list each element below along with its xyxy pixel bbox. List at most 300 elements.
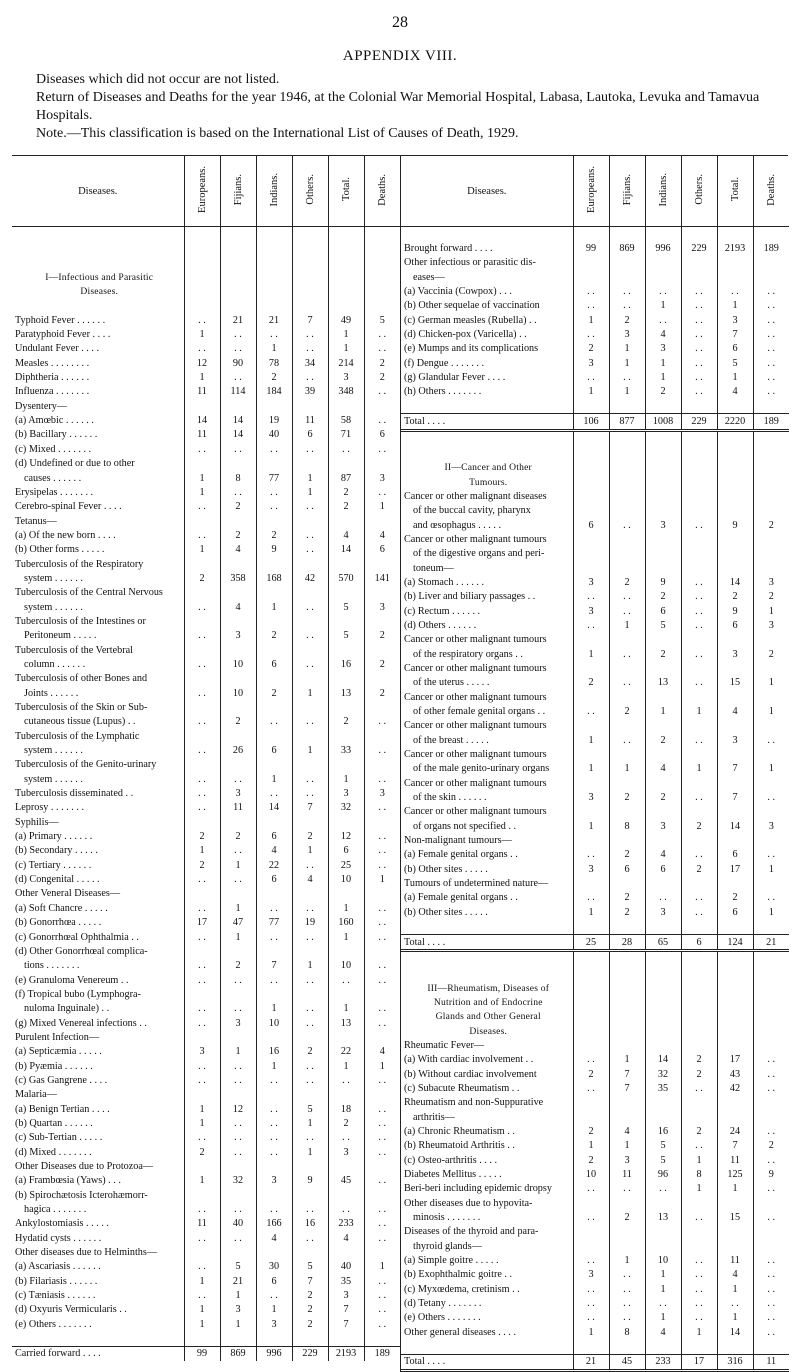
- disease-label: causes . . . . . .: [24, 472, 82, 484]
- others-cell: [681, 1196, 717, 1210]
- europeans-cell: [184, 887, 220, 901]
- deaths-cell: 11: [753, 1354, 789, 1370]
- page-number: 28: [392, 14, 408, 31]
- fijians-cell: [609, 967, 645, 981]
- disease-label: [12, 241, 184, 255]
- table-row: [12, 457, 400, 471]
- header-indians-label: Indians.: [268, 172, 280, 207]
- table-row: [401, 504, 789, 518]
- table-row: [12, 743, 400, 757]
- total-cell: [717, 1038, 753, 1052]
- disease-label: (a) Amœbic . . . . . .: [15, 415, 94, 427]
- fijians-cell: [609, 951, 645, 967]
- disease-label: Cancer or other malignant tumours: [404, 691, 547, 703]
- table-row: [401, 848, 789, 862]
- table-row: [401, 862, 789, 876]
- total-cell: [717, 430, 753, 446]
- europeans-cell: [184, 944, 220, 958]
- others-cell: 229: [681, 241, 717, 255]
- fijians-cell: [609, 833, 645, 847]
- fijians-cell: [220, 227, 256, 242]
- europeans-cell: [184, 557, 220, 571]
- others-cell: 229: [681, 414, 717, 430]
- europeans-cell: [573, 920, 609, 935]
- others-cell: . .: [681, 518, 717, 532]
- table-row: [12, 1174, 400, 1188]
- table-row: [401, 704, 789, 718]
- fijians-cell: [609, 475, 645, 489]
- deaths-cell: [753, 805, 789, 819]
- table-row: [12, 1045, 400, 1059]
- disease-label: (f) Dengue . . . . . . .: [404, 357, 485, 369]
- appendix-title: APPENDIX VIII.: [342, 48, 458, 64]
- fijians-cell: . .: [220, 1073, 256, 1087]
- total-cell: [328, 672, 364, 686]
- europeans-cell: . .: [573, 1053, 609, 1067]
- deaths-cell: . .: [753, 1053, 789, 1067]
- europeans-cell: [573, 430, 609, 446]
- indians-cell: 21: [256, 313, 292, 327]
- deaths-cell: [753, 270, 789, 284]
- indians-cell: 2: [645, 385, 681, 399]
- table-row: [12, 1059, 400, 1073]
- indians-cell: [256, 514, 292, 528]
- disease-label: Other diseases due to hypovita-: [404, 1197, 533, 1209]
- table-row: [12, 1288, 400, 1302]
- table-row: [12, 686, 400, 700]
- table-row: [401, 1196, 789, 1210]
- disease-label: and œsophagus . . . . .: [413, 519, 502, 531]
- others-cell: [681, 1110, 717, 1124]
- indians-cell: [645, 1110, 681, 1124]
- others-cell: 1: [292, 844, 328, 858]
- deaths-cell: [753, 995, 789, 1009]
- table-row: [12, 428, 400, 442]
- total-cell: [717, 1339, 753, 1354]
- table-row: [12, 916, 400, 930]
- indians-cell: [645, 227, 681, 242]
- europeans-cell: 6: [573, 518, 609, 532]
- indians-cell: 4: [645, 1325, 681, 1339]
- others-cell: . .: [292, 1073, 328, 1087]
- others-cell: 2: [292, 1045, 328, 1059]
- fijians-cell: [609, 446, 645, 460]
- table-row: [401, 719, 789, 733]
- disease-label: Diphtheria . . . . . .: [15, 372, 90, 384]
- total-cell: [328, 284, 364, 298]
- deaths-cell: . .: [753, 356, 789, 370]
- fijians-cell: 6: [609, 862, 645, 876]
- deaths-cell: 1: [753, 604, 789, 618]
- fijians-cell: [609, 547, 645, 561]
- others-cell: . .: [292, 973, 328, 987]
- deaths-cell: [364, 887, 400, 901]
- disease-label: (a) Stomach . . . . . .: [404, 576, 485, 588]
- deaths-cell: 2: [753, 518, 789, 532]
- indians-cell: 1: [256, 600, 292, 614]
- total-cell: [328, 514, 364, 528]
- indians-cell: [256, 987, 292, 1001]
- indians-cell: 3: [256, 1174, 292, 1188]
- others-cell: [292, 672, 328, 686]
- fijians-cell: 1: [220, 1288, 256, 1302]
- others-cell: [681, 1038, 717, 1052]
- total-cell: 1: [328, 901, 364, 915]
- others-cell: . .: [292, 901, 328, 915]
- disease-tables: [12, 155, 788, 1372]
- deaths-cell: . .: [753, 848, 789, 862]
- disease-label: of the male genito-urinary organs: [413, 763, 550, 775]
- deaths-cell: . .: [364, 1073, 400, 1087]
- table-row: [401, 385, 789, 399]
- others-cell: 1: [292, 1116, 328, 1130]
- indians-cell: 1: [256, 342, 292, 356]
- total-cell: [717, 951, 753, 967]
- others-cell: 17: [681, 1354, 717, 1370]
- disease-label: (e) Mumps and its complications: [404, 343, 539, 355]
- indians-cell: [256, 1188, 292, 1202]
- deaths-cell: . .: [364, 973, 400, 987]
- indians-cell: [256, 284, 292, 298]
- total-cell: 15: [717, 1210, 753, 1224]
- table-row: [12, 1274, 400, 1288]
- disease-label: (b) Other sites . . . . .: [404, 863, 488, 875]
- table-row: [401, 1010, 789, 1024]
- table-row: [12, 1116, 400, 1130]
- indians-cell: [256, 887, 292, 901]
- deaths-cell: . .: [364, 485, 400, 499]
- europeans-cell: [573, 399, 609, 414]
- table-row: [12, 528, 400, 542]
- disease-label: (d) Other Gonorrhœal complica-: [15, 945, 148, 957]
- fijians-cell: . .: [220, 485, 256, 499]
- europeans-cell: 2: [184, 571, 220, 585]
- total-cell: 35: [328, 1274, 364, 1288]
- indians-cell: [256, 1088, 292, 1102]
- fijians-cell: 7: [609, 1081, 645, 1095]
- deaths-cell: [364, 1088, 400, 1102]
- others-cell: 1: [681, 1153, 717, 1167]
- disease-label: (d) Congenital . . . . .: [15, 874, 100, 886]
- europeans-cell: [573, 561, 609, 575]
- deaths-cell: [753, 1038, 789, 1052]
- indians-cell: [645, 1096, 681, 1110]
- deaths-cell: [753, 430, 789, 446]
- indians-cell: [645, 547, 681, 561]
- table-row: [401, 1038, 789, 1052]
- fijians-cell: [609, 430, 645, 446]
- deaths-cell: . .: [753, 1296, 789, 1310]
- fijians-cell: . .: [609, 1182, 645, 1196]
- disease-label: (e) Others . . . . . . .: [15, 1318, 92, 1330]
- others-cell: [681, 475, 717, 489]
- table-row: [401, 618, 789, 632]
- table-row: [401, 370, 789, 384]
- total-cell: 2193: [717, 241, 753, 255]
- disease-label: (a) Vaccinia (Cowpox) . . .: [404, 286, 512, 298]
- deaths-cell: 3: [364, 471, 400, 485]
- disease-label: Undulant Fever . . . .: [15, 343, 100, 355]
- left-table-body: [12, 227, 400, 1362]
- total-cell: [328, 614, 364, 628]
- others-cell: . .: [292, 715, 328, 729]
- total-cell: 49: [328, 313, 364, 327]
- disease-label: cutaneous tissue (Lupus) . .: [24, 716, 136, 728]
- fijians-cell: 90: [220, 356, 256, 370]
- deaths-cell: 6: [364, 543, 400, 557]
- disease-label: Tuberculosis of the Skin or Sub-: [15, 702, 148, 714]
- europeans-cell: 1: [184, 1317, 220, 1331]
- total-cell: 22: [328, 1045, 364, 1059]
- europeans-cell: [573, 1096, 609, 1110]
- section-heading: Diseases.: [469, 1025, 508, 1037]
- disease-label: (b) Liver and biliary passages . .: [404, 591, 536, 603]
- table-row: [401, 590, 789, 604]
- others-cell: [292, 1030, 328, 1044]
- indians-cell: 996: [256, 1346, 292, 1361]
- fijians-cell: [609, 1024, 645, 1038]
- total-cell: 13: [328, 686, 364, 700]
- disease-label: (d) Undefined or due to other: [15, 458, 135, 470]
- europeans-cell: . .: [184, 1231, 220, 1245]
- europeans-cell: . .: [184, 973, 220, 987]
- europeans-cell: 3: [573, 1268, 609, 1282]
- europeans-cell: [573, 1239, 609, 1253]
- deaths-cell: [753, 719, 789, 733]
- deaths-cell: [753, 633, 789, 647]
- total-cell: [717, 1239, 753, 1253]
- table-row: [12, 514, 400, 528]
- fijians-cell: 11: [220, 801, 256, 815]
- total-cell: 316: [717, 1354, 753, 1370]
- total-cell: 17: [717, 862, 753, 876]
- europeans-cell: 99: [573, 241, 609, 255]
- others-cell: [292, 944, 328, 958]
- europeans-cell: [573, 1196, 609, 1210]
- others-cell: . .: [292, 1016, 328, 1030]
- disease-label: [12, 256, 184, 270]
- table-row: [12, 327, 400, 341]
- deaths-cell: [753, 1010, 789, 1024]
- total-cell: [717, 690, 753, 704]
- indians-cell: 6: [645, 604, 681, 618]
- europeans-cell: . .: [573, 1296, 609, 1310]
- indians-cell: [256, 399, 292, 413]
- fijians-cell: . .: [220, 1202, 256, 1216]
- deaths-cell: [364, 1245, 400, 1259]
- others-cell: . .: [292, 342, 328, 356]
- europeans-cell: 1: [573, 905, 609, 919]
- europeans-cell: [573, 461, 609, 475]
- deaths-cell: . .: [753, 299, 789, 313]
- fijians-cell: [609, 661, 645, 675]
- disease-label: thyroid glands—: [413, 1240, 482, 1252]
- total-cell: 71: [328, 428, 364, 442]
- section-heading: Tumours.: [469, 476, 508, 488]
- europeans-cell: 1: [184, 1274, 220, 1288]
- europeans-cell: [184, 399, 220, 413]
- deaths-cell: . .: [364, 1145, 400, 1159]
- disease-label: Joints . . . . . .: [24, 687, 79, 699]
- others-cell: [681, 951, 717, 967]
- disease-label: (b) Bacillary . . . . . .: [15, 429, 98, 441]
- table-row: [401, 241, 789, 255]
- others-cell: [292, 614, 328, 628]
- total-cell: [328, 700, 364, 714]
- table-row: [401, 1153, 789, 1167]
- table-row: [401, 561, 789, 575]
- table-row: [401, 356, 789, 370]
- total-cell: 14: [717, 1325, 753, 1339]
- deaths-cell: [753, 561, 789, 575]
- indians-cell: 3: [256, 1317, 292, 1331]
- section-heading: Diseases.: [80, 286, 119, 298]
- indians-cell: [645, 430, 681, 446]
- disease-label: (d) Chicken-pox (Varicella) . .: [404, 329, 527, 341]
- europeans-cell: . .: [573, 299, 609, 313]
- table-row: [12, 485, 400, 499]
- table-row: [12, 370, 400, 384]
- total-cell: [717, 967, 753, 981]
- table-row: [12, 944, 400, 958]
- indians-cell: [645, 920, 681, 935]
- others-cell: . .: [681, 1210, 717, 1224]
- deaths-cell: 6: [364, 428, 400, 442]
- indians-cell: . .: [256, 1288, 292, 1302]
- deaths-cell: [364, 729, 400, 743]
- europeans-cell: [184, 256, 220, 270]
- total-cell: 2: [717, 891, 753, 905]
- fijians-cell: 10: [220, 657, 256, 671]
- deaths-cell: . .: [753, 385, 789, 399]
- others-cell: [681, 633, 717, 647]
- indians-cell: [645, 446, 681, 460]
- table-row: [12, 643, 400, 657]
- indians-cell: 4: [256, 1231, 292, 1245]
- indians-cell: [256, 270, 292, 284]
- others-cell: 1: [292, 686, 328, 700]
- europeans-cell: 1: [184, 1303, 220, 1317]
- table-row: [12, 1231, 400, 1245]
- table-row: [12, 1030, 400, 1044]
- others-cell: 2: [292, 1303, 328, 1317]
- others-cell: [681, 270, 717, 284]
- total-cell: 2220: [717, 414, 753, 430]
- europeans-cell: [573, 1024, 609, 1038]
- europeans-cell: 21: [573, 1354, 609, 1370]
- disease-label: Leprosy . . . . . . .: [15, 802, 85, 814]
- table-row: [401, 1067, 789, 1081]
- deaths-cell: 2: [364, 356, 400, 370]
- europeans-cell: 25: [573, 934, 609, 950]
- fijians-cell: 14: [220, 428, 256, 442]
- disease-label: of the breast . . . . .: [413, 734, 489, 746]
- fijians-cell: 2: [609, 848, 645, 862]
- fijians-cell: [220, 672, 256, 686]
- disease-label: (b) Other sites . . . . .: [404, 906, 488, 918]
- left-table: [12, 156, 400, 1361]
- others-cell: [681, 489, 717, 503]
- others-cell: . .: [681, 1268, 717, 1282]
- fijians-cell: [609, 747, 645, 761]
- europeans-cell: [573, 995, 609, 1009]
- fijians-cell: [609, 776, 645, 790]
- header-indians: [256, 156, 292, 227]
- disease-label: of the digestive organs and peri-: [413, 548, 545, 560]
- left-table-panel: [12, 156, 400, 1372]
- deaths-cell: 9: [753, 1167, 789, 1181]
- europeans-cell: 1: [184, 370, 220, 384]
- right-table: [401, 156, 789, 1372]
- fijians-cell: [220, 614, 256, 628]
- others-cell: . .: [292, 600, 328, 614]
- europeans-cell: [573, 805, 609, 819]
- deaths-cell: . .: [753, 790, 789, 804]
- disease-label: column . . . . . .: [24, 658, 86, 670]
- fijians-cell: [609, 981, 645, 995]
- fijians-cell: 1: [220, 901, 256, 915]
- fijians-cell: [220, 643, 256, 657]
- total-cell: [717, 719, 753, 733]
- table-row: [401, 547, 789, 561]
- indians-cell: . .: [645, 284, 681, 298]
- table-row: [401, 475, 789, 489]
- fijians-cell: 2: [220, 829, 256, 843]
- fijians-cell: . .: [609, 676, 645, 690]
- deaths-cell: 1: [364, 1260, 400, 1274]
- table-row: [401, 342, 789, 356]
- europeans-cell: . .: [184, 1016, 220, 1030]
- fijians-cell: 877: [609, 414, 645, 430]
- fijians-cell: . .: [220, 327, 256, 341]
- fijians-cell: 3: [609, 327, 645, 341]
- table-row: [401, 891, 789, 905]
- disease-label: eases—: [413, 271, 445, 283]
- fijians-cell: [609, 489, 645, 503]
- table-row: [401, 446, 789, 460]
- total-cell: [717, 1225, 753, 1239]
- fijians-cell: 8: [220, 471, 256, 485]
- header-europeans-label: Europeans.: [196, 166, 208, 213]
- disease-label: (a) Female genital organs . .: [404, 849, 518, 861]
- deaths-cell: . .: [753, 342, 789, 356]
- europeans-cell: . .: [184, 500, 220, 514]
- indians-cell: 6: [256, 657, 292, 671]
- europeans-cell: [573, 1225, 609, 1239]
- europeans-cell: . .: [573, 1210, 609, 1224]
- others-cell: [292, 1188, 328, 1202]
- others-cell: . .: [292, 543, 328, 557]
- deaths-cell: . .: [364, 743, 400, 757]
- europeans-cell: [573, 256, 609, 270]
- disease-label: Brought forward . . . .: [404, 243, 493, 255]
- disease-label: (c) Tertiary . . . . . .: [15, 859, 92, 871]
- europeans-cell: 1: [184, 844, 220, 858]
- indians-cell: [256, 1331, 292, 1346]
- deaths-cell: . .: [364, 772, 400, 786]
- indians-cell: [645, 995, 681, 1009]
- indians-cell: 6: [256, 829, 292, 843]
- fijians-cell: [220, 815, 256, 829]
- deaths-cell: [753, 1339, 789, 1354]
- indians-cell: 14: [256, 801, 292, 815]
- table-row: [401, 790, 789, 804]
- europeans-cell: [184, 457, 220, 471]
- deaths-cell: [364, 256, 400, 270]
- disease-label: toneum—: [413, 562, 454, 574]
- deaths-cell: . .: [753, 370, 789, 384]
- fijians-cell: [220, 1088, 256, 1102]
